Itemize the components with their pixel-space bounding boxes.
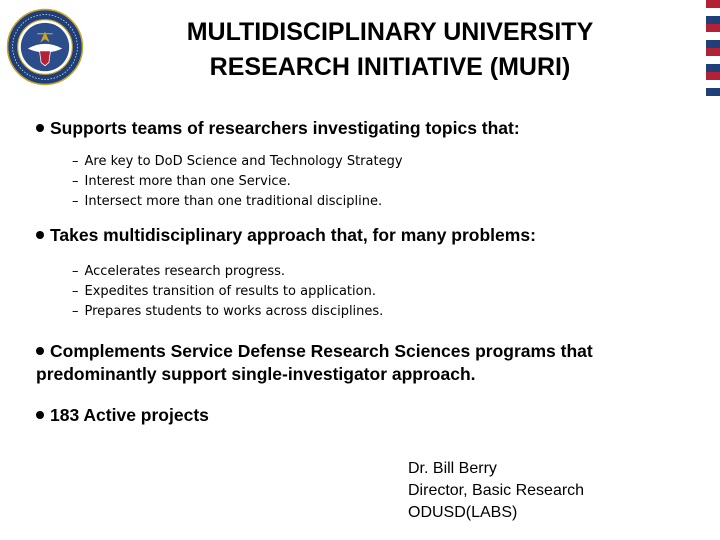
- sub-list: [72, 262, 706, 322]
- dash-glyph: –: [72, 154, 79, 169]
- bullet-text: Supports teams of researchers investigating topics that:: [50, 118, 520, 138]
- sub-item: [72, 262, 706, 282]
- sub-item-text: Interest more than one Service.: [84, 174, 291, 189]
- sub-item-text: Accelerates research progress.: [84, 264, 286, 279]
- color-stripe: [706, 16, 720, 24]
- dash-glyph: –: [72, 304, 79, 319]
- color-stripe: [706, 80, 720, 88]
- signature-block: [408, 458, 584, 524]
- sub-item-text: Intersect more than one traditional discipline.: [84, 194, 383, 209]
- color-stripe: [706, 48, 720, 56]
- bullet-text: Takes multidisciplinary approach that, for many problems:: [50, 225, 536, 245]
- signature-org: ODUSD(LABS): [408, 504, 518, 521]
- sub-item-text: Prepares students to works across disciplines.: [84, 304, 384, 319]
- bullet-item: [36, 404, 706, 427]
- color-stripe: [706, 32, 720, 40]
- dash-glyph: –: [72, 264, 79, 279]
- decorative-color-bar: [706, 0, 720, 96]
- sub-item-text: Expedites transition of results to application.: [84, 284, 376, 299]
- signature-name: Dr. Bill Berry: [408, 460, 497, 477]
- sub-list: [72, 152, 706, 212]
- bullet-item: [36, 340, 706, 386]
- sub-item: [72, 282, 706, 302]
- dash-glyph: –: [72, 284, 79, 299]
- sub-item: [72, 192, 706, 212]
- title-line-2: RESEARCH INITIATIVE (MURI): [209, 53, 571, 81]
- bullet-dot-icon: [36, 231, 44, 239]
- bullet-text-continuation: predominantly support single‑investigator approach.: [36, 364, 476, 384]
- color-stripe: [706, 72, 720, 80]
- bullet-dot-icon: [36, 124, 44, 132]
- sub-item: [72, 152, 706, 172]
- color-stripe: [706, 0, 720, 8]
- sub-item-text: Are key to DoD Science and Technology Strategy: [84, 154, 403, 169]
- sub-item: [72, 302, 706, 322]
- title-line-1: MULTIDISCIPLINARY UNIVERSITY: [186, 18, 594, 46]
- bullet-text: 183 Active projects: [50, 405, 209, 425]
- signature-role: Director, Basic Research: [408, 482, 585, 499]
- color-stripe: [706, 8, 720, 16]
- bullet-text: Complements Service Defense Research Sciences programs that: [50, 341, 593, 361]
- sub-item: [72, 172, 706, 192]
- color-stripe: [706, 56, 720, 64]
- dod-seal-logo: [6, 8, 84, 86]
- bullet-item: [36, 224, 706, 322]
- color-stripe: [706, 24, 720, 32]
- dash-glyph: –: [72, 194, 79, 209]
- bullet-dot-icon: [36, 411, 44, 419]
- bullet-list: [36, 117, 706, 427]
- color-stripe: [706, 40, 720, 48]
- color-stripe: [706, 88, 720, 96]
- bullet-dot-icon: [36, 347, 44, 355]
- bullet-item: [36, 117, 706, 212]
- slide-title: [120, 15, 660, 85]
- color-stripe: [706, 64, 720, 72]
- dash-glyph: –: [72, 174, 79, 189]
